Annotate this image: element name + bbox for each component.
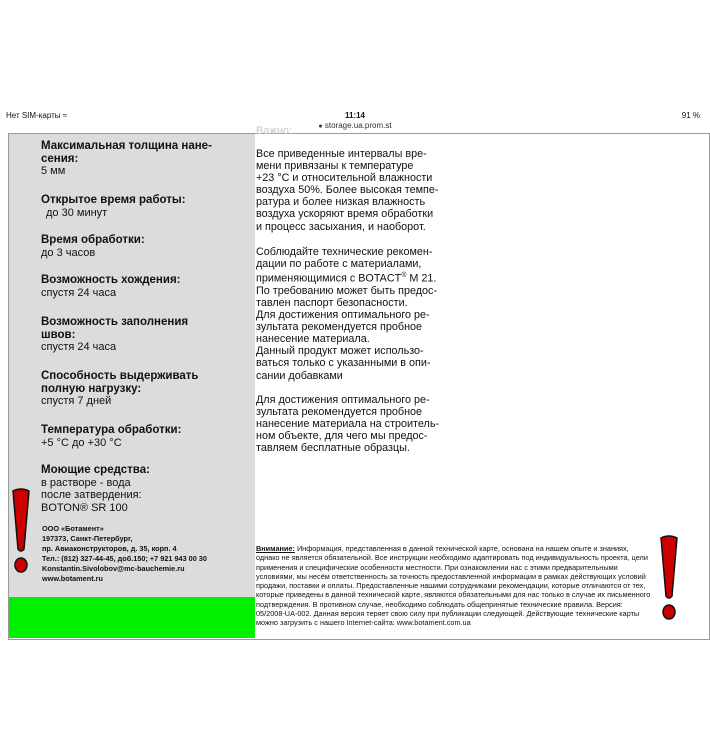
ghost-heading: Важно: [256,125,293,137]
spec-thickness: Максимальная толщина нане- сения: 5 мм [41,140,212,177]
spec-full-load: Способность выдерживать полную нагрузку: спустя 7 дней [41,370,199,407]
spec-joints: Возможность заполнения швов: спустя 24 часа [41,316,189,353]
carrier-status: Нет SIM-карты ≈ [6,111,68,120]
recommendations-paragraph: Соблюдайте технические рекомен- дации по работе с материалами, применяющимися с BOTACT® M 21. По требованию может быть предос- тавлен паспорт безопасности. Для достижения оптимального ре- зультата рекомендуется пробное нанесение материала. Данный продукт может использо- ваться только с указанными в опи- сании добавками [256,246,438,382]
disclaimer-note: Внимание: Информация, представленная в данной технической карте, основана на нашем опыте и знаниях, однако не является обязательной. Все инструкции необходимо адаптировать под индивидуальность проекта, цели применения и специфические особенности местности. При ознакомлении нас с этими предварительными условиями, мы несём ответственность за точность предоставленной информации в рамках действующих условий продажи, поставки и оплаты. Предоставленные нашими сотрудниками рекомендации, которые отличаются от тех, которые приведены в данной технической карте, являются обязательными для нас только в случае их письменного подтверждения. В противном случае, необходимо соблюдать общепринятые технические правила. Версия: 05/2008-UA-002. Данная версия теряет свою силу при публикации следующей. Действующие технические карты можно загрузить с нашего Internet-сайта: www.botament.com.ua [256,544,651,628]
website-link[interactable]: www.botament.ru [42,574,103,583]
spec-walking: Возможность хождения: спустя 24 часа [41,274,181,299]
spec-cleaning: Моющие средства: в растворе - вода после затвердения: BOTON® SR 100 [41,464,150,514]
wifi-icon: ≈ [62,111,68,120]
intervals-paragraph: Все приведенные интервалы вре- мени привязаны к температуре +23 °С и относительной влажности воздуха 50%. Более высокая темпе- ратура и более низкая влажность воздуха ускоряют время обработки и процесс засыхания, и наоборот. [256,148,439,233]
status-bar [0,108,710,122]
spec-processing-time: Время обработки: до 3 часов [41,234,145,259]
clock: 11:14 [344,111,366,120]
spec-temperature: Температура обработки: +5 °C до +30 °C [41,424,182,449]
note-label: Внимание: [256,544,295,553]
green-footer-bar [9,597,255,638]
exclamation-icon [9,489,33,579]
url-text[interactable]: storage.ua.prom.st [324,121,392,130]
company-contacts: ООО «Ботамент» 197373, Санкт-Петербург, пр. Авиаконструкторов, д. 35, корп. 4 Тел.: (812) 327-44-45, доб.150; +7 921 943 00 30 Konstantin.Sivolobov@mc-bauchemie.ru www.botament.ru [42,524,254,584]
exclamation-icon [657,536,681,626]
address-bar[interactable] [0,121,710,133]
lock-icon: ● [318,123,323,130]
battery-status: 91 % [681,111,700,120]
spec-open-time: Открытое время работы: до 30 минут [41,194,186,219]
samples-paragraph: Для достижения оптимального ре- зультата рекомендуется пробное нанесение материала на строитель- ном объекте, для чего мы предос- тавляем бесплатные образцы. [256,394,440,455]
